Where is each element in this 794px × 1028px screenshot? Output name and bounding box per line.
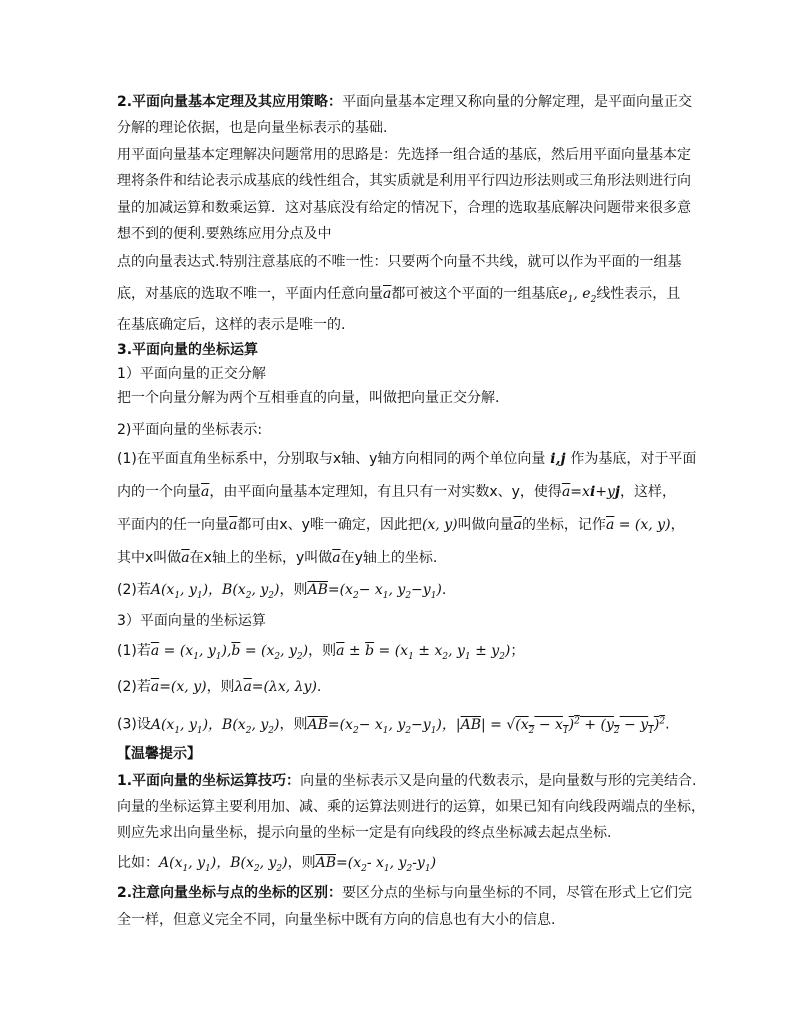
paragraph-line: (3)设$A(x_1$, $y_1$)，$B(x_2$, $y_2$)，则$\overline{AB}=(x_2- x_1$, $y_2-y_1$)，$|\overline{AB}| = √(x_2 - x_1)^2 + (y_2 - y_1)^2$. [117,716,670,736]
paragraph-line: 点的向量表达式.特别注意基底的不唯一性：只要两个向量不共线，就可以作为平面的一组基 [117,254,682,270]
math: $\overline{AB}=(x_2-$ $x_1$, $y_2-y_1$) [315,855,437,874]
paragraph-line: 其中x叫做$\overline{a}$在x轴上的坐标，y叫做$\overline{a}$在y轴上的坐标. [117,550,438,566]
paragraph-line: 用平面向量基本定理解决问题常用的思路是：先选择一组合适的基底，然后用平面向量基本定 [117,147,691,163]
math: $\overline{a}$ [229,517,238,533]
paragraph-line: 底，对基底的选取不唯一，平面内任意向量$\overline{a}$都可被这个平面的一组基底$e_1$, $e_2$线性表示，且 [117,286,681,305]
paragraph-line: 分解的理论依据，也是向量坐标表示的基础. [117,120,388,136]
math: $A(x_1$, $y_1$)，$B(x_2$, $y_2$) [150,716,280,736]
math: $\overline{a}=xi+yj$ [561,484,620,500]
paragraph-line: 内的一个向量$\overline{a}$，由平面向量基本定理知，有且只有一对实数x、y，使得$\overline{a}=xi+yj$，这样， [117,484,676,500]
paragraph-line: 1）平面向量的正交分解 [117,366,266,382]
math: $\overline{a}$ [383,286,392,302]
paragraph-line: (2)若$\overline{a}=(x$, y)，则$\lambda\overline{a}=(\lambda x$, λy). [117,679,322,695]
paragraph-line: 3）平面向量的坐标运算 [117,613,266,629]
math: $\lambda\overline{a}=(\lambda x$, λy) [234,679,317,695]
math: $\overline{a}$ [332,550,341,566]
math: $\overline{AB}=(x_2- x_1$, $y_2-y_1$)，$|\overline{AB}| = √(x_2 - x_1)^2 + (y_2 - y_1)^2$ [307,716,666,736]
paragraph-line: 全一样，但意义完全不同，向量坐标中既有方向的信息也有大小的信息. [117,912,556,928]
section-heading: 3.平面向量的坐标运算 [117,342,259,358]
paragraph-line: 则应先求出向量坐标，提示向量的坐标一定是有向线段的终点坐标减去起点坐标. [117,825,612,841]
paragraph-line: 2.平面向量基本定理及其应用策略：平面向量基本定理又称向量的分解定理，是平面向量正交 [117,94,693,110]
paragraph-line: 把一个向量分解为两个互相垂直的向量，叫做把向量正交分解. [117,390,500,406]
section-heading: 2.平面向量基本定理及其应用策略： [117,94,343,110]
paragraph-line: 平面内的任一向量$\overline{a}$都可由x、y唯一确定，因此把(x, y)叫做向量$\overline{a}$的坐标，记作$\overline{a} = (x$, y)， [117,517,685,533]
math: $\overline{a}$ [181,550,190,566]
math: $\overline{a} = (x$, y) [605,517,671,533]
paragraph-line: 量的加减运算和数乘运算．这对基底没有给定的情况下，合理的选取基底解决问题带来很多意 [117,200,691,216]
paragraph-line: (2)若$A(x_1$, $y_1$)，$B(x_2$, $y_2$)，则$\overline{AB}=(x_2- x_1$, $y_2-y_1$). [117,582,447,601]
section-heading: 1.平面向量的坐标运算技巧： [117,773,301,789]
paragraph-line: (1)若$\overline{a} = (x_1$, $y_1),\overline{b} = (x_2$, $y_2$)，则$\overline{a} \pm \overline{b} = (x_1 \pm x_2$, $y_1 \pm y_2$)； [117,643,525,662]
math: $\overline{a} \pm \overline{b} = (x_1 \pm x_2$, $y_1 \pm y_2$) [336,643,511,662]
section-heading: 2.注意向量坐标与点的坐标的区别： [117,885,343,901]
math: $A(x_1$, $y_1$)，$B(x_2$, $y_2$) [159,855,288,874]
math: $\overline{a}$ [513,517,522,533]
math: $\overline{a}$ [201,484,210,500]
math: $A(x_1$, $y_1$)，$B(x_2$, $y_2$) [150,582,280,601]
tips-header: 【温馨提示】 [117,746,201,762]
paragraph-line: 2)平面向量的坐标表示: [117,422,263,438]
paragraph-line: 1.平面向量的坐标运算技巧：向量的坐标表示又是向量的代数表示，是向量数与形的完美结合. [117,773,697,789]
math: (x, y) [421,517,458,533]
paragraph-line: 比如：$A(x_1$, $y_1$)，$B(x_2$, $y_2$)，则$\overline{AB}=(x_2-$ $x_1$, $y_2-y_1$) [117,855,437,874]
math: $\overline{a}=(x$, y) [150,679,207,695]
math: $\overline{AB}=(x_2- x_1$, $y_2-y_1$) [307,582,442,601]
math: $e_1$, $e_2$ [559,286,597,305]
paragraph-line: 2.注意向量坐标与点的坐标的区别：要区分点的坐标与向量坐标的不同，尽管在形式上它们完 [117,885,693,901]
paragraph-line: 在基底确定后，这样的表示是唯一的. [117,317,346,333]
math: i,j [545,451,571,467]
paragraph-line: (1)在平面直角坐标系中，分别取与x轴、y轴方向相同的两个单位向量 i,j 作为基底，对于平面 [117,451,697,467]
paragraph-line: 理将条件和结论表示成基底的线性组合，其实质就是利用平行四边形法则或三角形法则进行向 [117,173,691,189]
paragraph-line: 向量的坐标运算主要利用加、减、乘的运算法则进行的运算，如果已知有向线段两端点的坐标， [117,799,705,815]
paragraph-line: 想不到的便利.要熟练应用分点及中 [117,226,332,242]
math: $\overline{a} = (x_1$, $y_1),\overline{b} = (x_2$, $y_2$) [150,643,309,662]
